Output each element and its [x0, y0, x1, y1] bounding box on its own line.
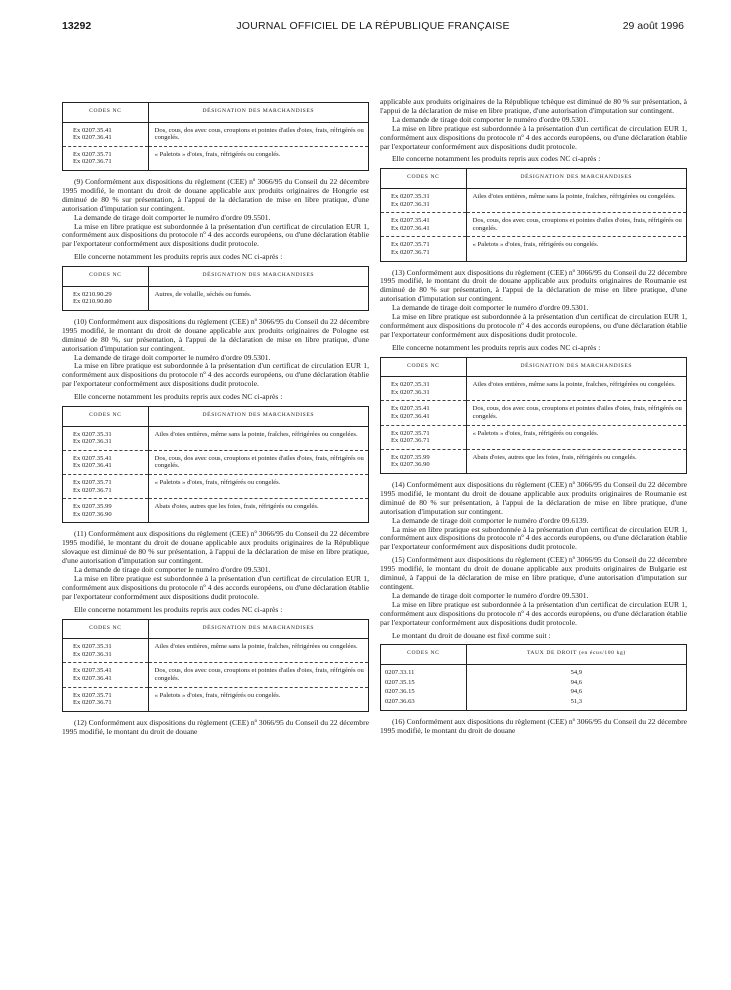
designation-cell: Dos, cous, dos avec cous, croupions et pointes d'ailes d'oies, frais, réfrigérés ou congelés. — [148, 663, 368, 687]
nc-code-cell: 0207.35.15 — [381, 678, 467, 688]
designation-cell: Dos, cous, dos avec cous, croupions et pointes d'ailes d'oies, frais, réfrigérés ou congelés. — [154, 126, 364, 142]
paragraph: La demande de tirage doit comporter le numéro d'ordre 09.5501. — [74, 212, 271, 222]
designation-header: DÉSIGNATION DES MARCHANDISES — [148, 103, 368, 123]
table-row — [381, 213, 687, 237]
paragraph: (11) Conformément aux dispositions du règlement (CEE) nº 3066/95 du Conseil du 22 décembre 1995 modifié, le montant du droit de douane applicable aux produits originaires de la République slovaque est diminué de 80 % sur présentation, à l'appui de la déclaration de mise en libre pratique, d'une autorisation d'imputation sur contingent. — [62, 529, 369, 566]
nc-code-cell: Ex 0207.35.31 Ex 0207.36.31 — [63, 426, 149, 450]
table-row — [381, 237, 687, 261]
nc-code-cell: Ex 0207.35.71 Ex 0207.36.71 — [381, 237, 467, 261]
paragraph: La mise en libre pratique est subordonnée à la présentation d'un certificat de circulation EUR 1, conformément aux dispositions du protocole nº 4 des accords européens, ou d'une déclaration établie par l'exportateur conformément aux dispositions dudit protocole. — [62, 573, 369, 601]
designation-header: DÉSIGNATION DES MARCHANDISES — [466, 357, 686, 377]
designation-cell: Autres, de volaille, séchés ou fumés. — [154, 290, 252, 298]
table-row — [63, 450, 369, 474]
paragraph: (16) Conformément aux dispositions du règlement (CEE) nº 3066/95 du Conseil du 22 décembre 1995 modifié, le montant du droit de douane — [380, 717, 687, 736]
goods-table — [62, 102, 369, 171]
designation-cell: « Paletots » d'oies, frais, réfrigérés ou congelés. — [466, 425, 686, 449]
codes-header: CODES NC — [381, 169, 467, 189]
nc-code-cell: 0207.36.15 — [381, 687, 467, 697]
designation-header: DÉSIGNATION DES MARCHANDISES — [148, 267, 368, 287]
nc-code-cell: Ex 0207.35.41 Ex 0207.36.41 — [381, 401, 467, 425]
page-number: 13292 — [62, 20, 92, 32]
nc-code-cell: Ex 0207.35.41 Ex 0207.36.41 — [63, 663, 149, 687]
designation-cell: Dos, cous, dos avec cous, croupions et pointes d'ailes d'oies, frais, réfrigérés ou congelés. — [148, 450, 368, 474]
paragraph: La mise en libre pratique est subordonnée à la présentation d'un certificat de circulation EUR 1, conformément aux dispositions du protocole nº 4 des accords européens, ou d'une déclaration établie par l'exportateur conformément aux dispositions dudit protocole. — [380, 123, 687, 151]
designation-cell: « Paletots » d'oies, frais, réfrigérés ou congelés. — [148, 475, 368, 499]
table-row — [63, 663, 369, 687]
designation-cell: « Paletots » d'oies, frais, réfrigérés ou congelés. — [466, 237, 686, 261]
table-row — [381, 188, 687, 212]
table-row — [381, 449, 687, 473]
nc-code-cell: 0207.36.63 — [381, 697, 467, 711]
nc-code-cell: Ex 0207.35.31 Ex 0207.36.31 — [381, 377, 467, 401]
table-row — [381, 697, 687, 711]
designation-cell: Ailes d'oies entières, même sans la pointe, fraîches, réfrigérées ou congelées. — [472, 192, 676, 200]
designation-cell: Ailes d'oies entières, même sans la pointe, fraîches, réfrigérées ou congelées. — [154, 430, 358, 438]
paragraph: La mise en libre pratique est subordonnée à la présentation d'un certificat de circulation EUR 1, conformément aux dispositions du protocole nº 4 des accords européens, ou d'une déclaration établie par l'exportateur conformément aux dispositions dudit protocole. — [380, 312, 687, 339]
paragraph: (9) Conformément aux dispositions du règlement (CEE) nº 3066/95 du Conseil du 22 décembre 1995 modifié, le montant du droit de douane applicable aux produits originaires de Hongrie est diminué de 80 % sur présentation, à l'appui de la déclaration de mise en libre pratique, d'une autorisation d'imputation sur contingent. — [62, 176, 369, 213]
paragraph: (14) Conformément aux dispositions du règlement (CEE) nº 3066/95 du Conseil du 22 décembre 1995 modifié, le montant du droit de douane applicable aux produits originaires de Roumanie est diminué de 80 % sur présentation, à l'appui de la déclaration de mise en libre pratique, d'une autorisation d'imputation sur contingent. — [380, 480, 687, 516]
paragraph: La demande de tirage doit comporter le numéro d'ordre 09.5301. — [392, 590, 589, 600]
table-row — [381, 401, 687, 425]
paragraph: La mise en libre pratique est subordonnée à la présentation d'un certificat de circulation EUR 1, conformément aux dispositions du protocole nº 4 des accords européens, ou d'une déclaration établie par l'exportateur conformément aux dispositions dudit protocole. — [380, 524, 687, 552]
right-column — [380, 98, 687, 736]
codes-header: CODES NC — [63, 267, 149, 287]
paragraph: Le montant du droit de douane est fixé comme suit : — [392, 630, 551, 640]
table-row — [381, 678, 687, 688]
rate-cell: 54,9 — [570, 669, 583, 676]
codes-header: CODES NC — [63, 407, 149, 427]
goods-table — [380, 357, 687, 474]
nc-code-cell: Ex 0207.35.99 Ex 0207.36.90 — [63, 499, 149, 523]
nc-code-cell: Ex 0210.90.29 Ex 0210.90.80 — [63, 286, 149, 310]
goods-table — [380, 168, 687, 261]
nc-code-cell: Ex 0207.35.41 Ex 0207.36.41 — [381, 213, 467, 237]
table-row — [63, 146, 369, 170]
designation-header: DÉSIGNATION DES MARCHANDISES — [466, 169, 686, 189]
paragraph: applicable aux produits originaires de la République tchèque est diminué de 80 % sur présentation, à l'appui de la déclaration de mise en libre pratique, d'une autorisation d'imputation sur contingent. — [380, 97, 687, 115]
designation-cell: « Paletots » d'oies, frais, réfrigérés ou congelés. — [148, 146, 368, 170]
table-row — [381, 425, 687, 449]
journal-title: JOURNAL OFFICIEL DE LA RÉPUBLIQUE FRANÇAISE — [236, 20, 510, 32]
table-row — [63, 286, 369, 310]
rate-cell: 51,3 — [570, 697, 583, 705]
paragraph: (13) Conformément aux dispositions du règlement (CEE) nº 3066/95 du Conseil du 22 décembre 1995 modifié, le montant du droit de douane applicable aux produits originaires de Roumanie est diminué de 80 % sur présentation, à l'appui de la déclaration de mise en libre pratique, d'une autorisation d'imputation sur contingent. — [380, 267, 687, 304]
paragraph: La mise en libre pratique est subordonnée à la présentation d'un certificat de circulation EUR 1, conformément aux dispositions du protocole nº 4 des accords européens, ou d'une déclaration établie par l'exportateur conformément aux dispositions dudit protocole. — [62, 361, 369, 389]
table-row — [381, 687, 687, 697]
paragraph: Elle concerne notamment les produits repris aux codes NC ci-après : — [74, 604, 283, 614]
paragraph: La demande de tirage doit comporter le numéro d'ordre 09.5301. — [74, 565, 271, 575]
designation-header: DÉSIGNATION DES MARCHANDISES — [148, 407, 368, 427]
nc-code-cell: Ex 0207.35.31 Ex 0207.36.31 — [381, 188, 467, 212]
nc-code-cell: Ex 0207.35.31 Ex 0207.36.31 — [63, 639, 149, 663]
paragraph: Elle concerne notamment les produits repris aux codes NC ci-après : — [392, 342, 601, 352]
nc-code-cell: Ex 0207.35.71 Ex 0207.36.71 — [63, 475, 149, 499]
paragraph: La demande de tirage doit comporter le numéro d'ordre 09.5301. — [74, 352, 271, 362]
designation-cell: Abats d'oies, autres que les foies, frais, réfrigérés ou congelés. — [466, 449, 686, 473]
table-row — [63, 122, 369, 146]
paragraph: (12) Conformément aux dispositions du règlement (CEE) nº 3066/95 du Conseil du 22 décembre 1995 modifié, le montant du droit de douane — [62, 717, 369, 736]
left-column — [62, 98, 369, 737]
page-header — [62, 20, 684, 34]
paragraph: Elle concerne notamment les produits repris aux codes NC ci-après : — [74, 252, 283, 262]
paragraph: La mise en libre pratique est subordonnée à la présentation d'un certificat de circulation EUR 1, conformément aux dispositions du protocole nº 4 des accords européens, ou d'une déclaration établie par l'exportateur conformément aux dispositions dudit protocole. — [380, 599, 687, 627]
designation-cell: Ailes d'oies entières, même sans la pointe, fraîches, réfrigérées ou congelées. — [154, 643, 358, 651]
nc-code-cell: Ex 0207.35.71 Ex 0207.36.71 — [63, 687, 149, 711]
issue-date: 29 août 1996 — [622, 20, 684, 32]
rate-cell: 94,6 — [570, 688, 583, 696]
tariff-rate-header: TAUX DE DROIT (en écus/100 kg) — [466, 645, 686, 665]
table-row — [63, 499, 369, 523]
codes-header: CODES NC — [381, 357, 467, 377]
designation-cell: Ailes d'oies entières, même sans la pointe, fraîches, réfrigérées ou congelées. — [472, 381, 676, 389]
tariff-table — [380, 644, 687, 711]
table-row — [381, 377, 687, 401]
nc-code-cell: Ex 0207.35.99 Ex 0207.36.90 — [381, 449, 467, 473]
goods-table — [62, 406, 369, 523]
paragraph: (10) Conformément aux dispositions du règlement (CEE) nº 3066/95 du Conseil du 22 décembre 1995 modifié, le montant du droit de douane applicable aux produits originaires de Pologne est diminué de 80 %, sur présentation, à l'appui de la déclaration de mise en libre pratique, d'une autorisation d'imputation sur contingent. — [62, 316, 369, 353]
nc-code-cell: Ex 0207.35.41 Ex 0207.36.41 — [63, 450, 149, 474]
goods-table — [62, 619, 369, 712]
paragraph: La demande de tirage doit comporter le numéro d'ordre 09.5301. — [392, 114, 589, 124]
rate-cell: 94,6 — [570, 678, 583, 686]
paragraph: La demande de tirage doit comporter le numéro d'ordre 09.6139. — [392, 515, 589, 525]
designation-cell: Abats d'oies, autres que les foies, frais, réfrigérés ou congelés. — [148, 499, 368, 523]
goods-table — [62, 266, 369, 311]
paragraph: (15) Conformément aux dispositions du règlement (CEE) nº 3066/95 du Conseil du 22 décembre 1995 modifié, le montant du droit de douane applicable aux produits originaires de Bulgarie est diminué, à l'appui de la déclaration de mise en libre pratique, d'une autorisation d'imputation sur contingent. — [380, 555, 687, 591]
table-row — [63, 687, 369, 711]
paragraph: La demande de tirage doit comporter le numéro d'ordre 09.5301. — [392, 303, 589, 313]
paragraph: La mise en libre pratique est subordonnée à la présentation d'un certificat de circulation EUR 1, conformément aux dispositions du protocole nº 4 des accords européens, ou d'une déclaration établie par l'exportateur conformément aux dispositions dudit protocole. — [62, 221, 369, 249]
codes-header: CODES NC — [63, 619, 149, 639]
designation-cell: « Paletots » d'oies, frais, réfrigérés ou congelés. — [148, 687, 368, 711]
nc-code-cell: Ex 0207.35.71 Ex 0207.36.71 — [381, 425, 467, 449]
codes-header: CODES NC — [63, 103, 149, 123]
paragraph: Elle concerne notamment les produits repris aux codes NC ci-après : — [392, 154, 601, 164]
table-row — [63, 426, 369, 450]
codes-header: CODES NC — [381, 645, 467, 665]
designation-cell: Dos, cous, dos avec cous, croupions et pointes d'ailes d'oies, frais, réfrigérés ou congelés. — [466, 401, 686, 425]
table-row — [63, 639, 369, 663]
table-row — [63, 475, 369, 499]
nc-code-cell: 0207.33.11 — [381, 665, 467, 678]
paragraph: Elle concerne notamment les produits repris aux codes NC ci-après : — [74, 392, 283, 402]
designation-cell: Dos, cous, dos avec cous, croupions et pointes d'ailes d'oies, frais, réfrigérés ou congelés. — [466, 213, 686, 237]
table-row — [381, 665, 687, 678]
designation-header: DÉSIGNATION DES MARCHANDISES — [148, 619, 368, 639]
nc-code-cell: Ex 0207.35.41 Ex 0207.36.41 — [63, 122, 149, 146]
nc-code-cell: Ex 0207.35.71 Ex 0207.36.71 — [63, 146, 149, 170]
